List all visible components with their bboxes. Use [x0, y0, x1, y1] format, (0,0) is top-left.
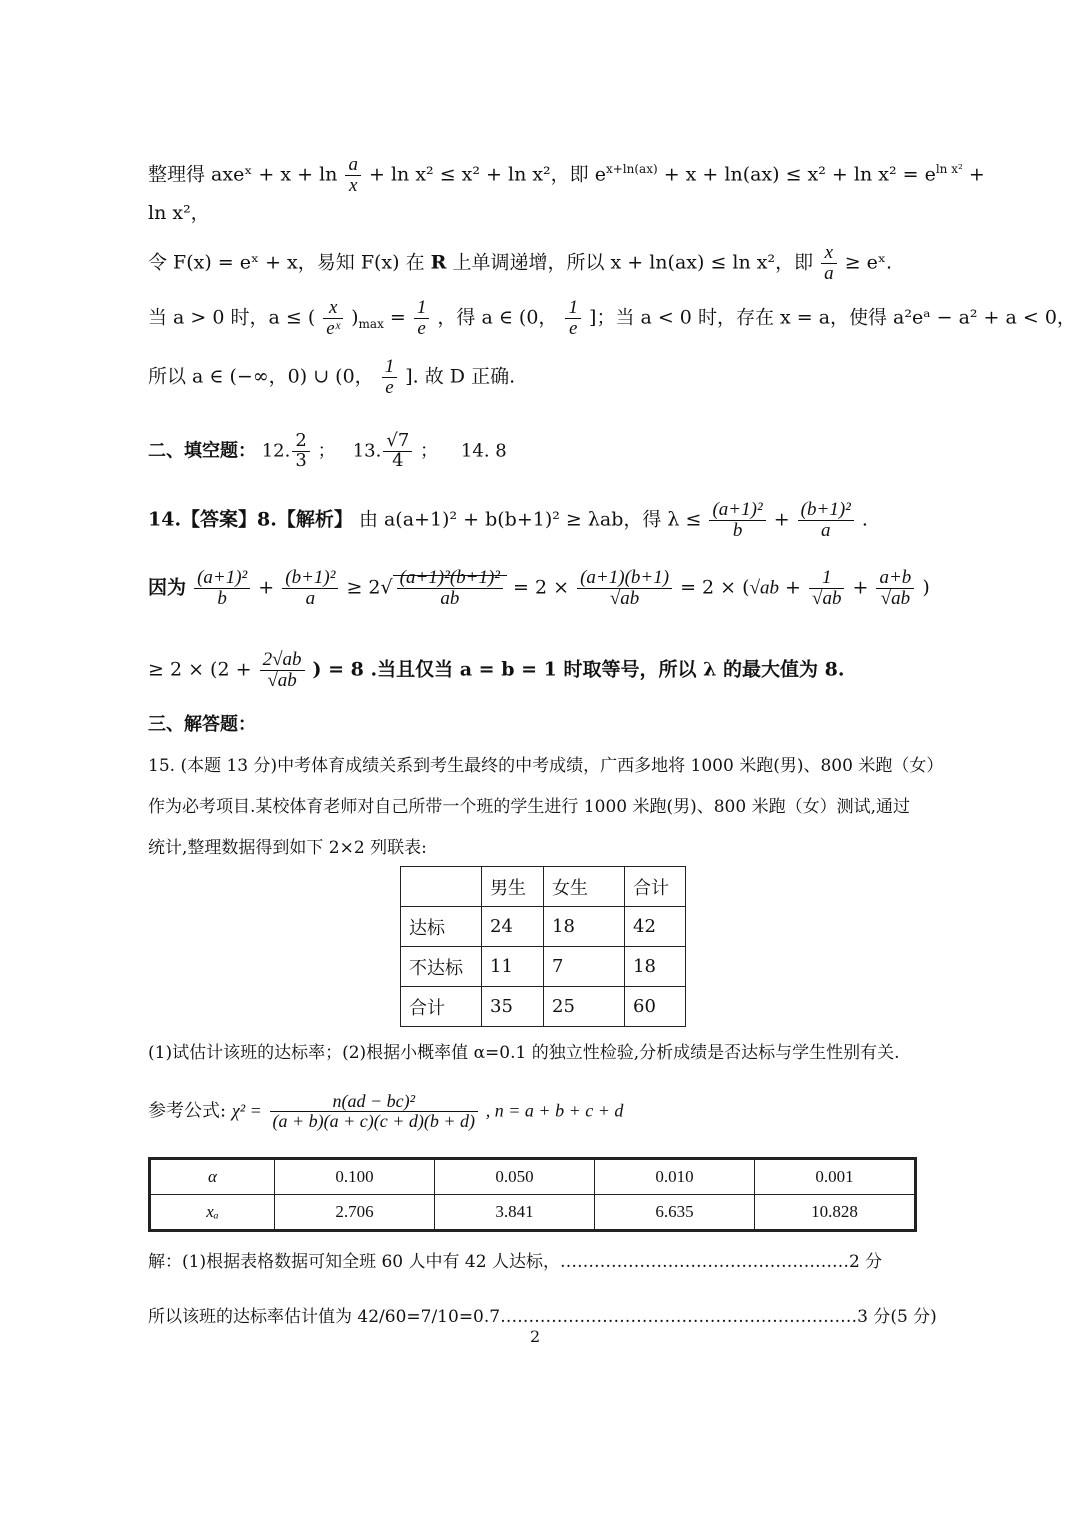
- fraction: $\frac{\text{(a+1)²(b+1)²}}{ab}$: [397, 568, 503, 609]
- page-number: 2: [530, 1327, 541, 1346]
- fraction: $\frac{\text{(a+1)²}}{b}$: [194, 568, 250, 609]
- table-header-row: 男生 女生 合计: [401, 867, 686, 907]
- q14-line-1: 14.【答案】8.【解析】 由 a(a+1)² + b(b+1)² ≥ λab，得 λ ≤ $\frac{\text{(a+1)²}}{b}$ + $\frac{\text{(b+1)²}}{a}$ .: [148, 499, 868, 541]
- section-heading: 三、解答题：: [148, 714, 256, 735]
- fraction: $\frac{(a+1)(b+1)}{√ab}$: [577, 568, 672, 609]
- fraction: $\frac{\text{(a+1)²}}{b}$: [709, 500, 765, 541]
- solution-step-1: 解：(1)根据表格数据可知全班 60 人中有 42 人达标，……………………………………………2 分: [148, 1252, 883, 1272]
- answer-12-fraction: $\frac{2}{3}$: [292, 432, 309, 471]
- q15-line-3: 统计,整理数据得到如下 2×2 列联表:: [148, 838, 427, 858]
- fraction-x-over-ex: $\frac{x}{\text{eˣ}}$: [323, 298, 343, 339]
- table-row: 不达标 11 7 18: [401, 947, 686, 987]
- q15-task: (1)试估计该班的达标率；(2)根据小概率值 α=0.1 的独立性检验,分析成绩是否达标与学生性别有关.: [148, 1043, 900, 1063]
- table-row: 合计 35 25 60: [401, 987, 686, 1027]
- fraction: $\frac{a+b}{√ab}$: [876, 568, 914, 609]
- q14-line-2: 因为 $\frac{\text{(a+1)²}}{b}$ + $\frac{\text{(b+1)²}}{a}$ ≥ 2√ $\frac{\text{(a+1)²(b+1)²}}{ab}$ = 2 × $\frac{(a+1)(b+1)}{√ab}$ = 2 × (√ab + $\frac{1}{√ab}$ + $\frac{a+b}{√ab}$ ): [148, 567, 930, 609]
- solution-line-4: 当 a > 0 时，a ≤ ( $\frac{x}{\text{eˣ}}$ )$_{max}$ = $\frac{1}{e}$ ，得 a ∈ (0， $\frac{1}{e}$ ]；当 a < 0 时，存在 x = a，使得 a²eᵃ − a² + a < 0，: [148, 297, 1076, 339]
- fraction: $\frac{\text{(b+1)²}}{a}$: [798, 500, 854, 541]
- fraction-1-over-e: $\frac{1}{e}$: [414, 298, 430, 339]
- solution-line-1: 整理得 axeˣ + x + ln $\frac{a}{x}$ + ln x² ≤ x² + ln x²，即 $e^{x+ln(ax)} + x + \ln(ax) \le x^2 + \ln x^2 = e^{ln x^2}$ +: [148, 154, 985, 196]
- fraction: $\frac{2√ab}{√ab}$: [260, 650, 305, 691]
- solution-line-5: 所以 a ∈ (−∞，0) ∪ (0， $\frac{1}{e}$ ]. 故 D 正确.: [148, 356, 516, 398]
- solution-step-2: 所以该班的达标率估计值为 42/60=7/10=0.7………………………………………………………3 分(5 分): [148, 1307, 937, 1327]
- fraction-a-over-x: $\frac{a}{x}$: [345, 155, 361, 196]
- q15-line-1: 15. (本题 13 分)中考体育成绩关系到考生最终的中考成绩，广西多地将 1000 米跑(男)、800 米跑（女）: [148, 756, 944, 776]
- fraction-x-over-a: $\frac{x}{a}$: [821, 243, 837, 284]
- table-row: xₐ 2.706 3.841 6.635 10.828: [150, 1195, 916, 1231]
- section-heading: 二、填空题：: [148, 440, 256, 462]
- fraction-1-over-e: $\frac{1}{e}$: [382, 357, 398, 398]
- chi-square-fraction: $\frac{\text{n(ad − bc)²}}{(a + b)(a + c)(c + d)(b + d)}$: [270, 1092, 479, 1131]
- sqrt-radicand: [393, 567, 507, 609]
- answer-13-fraction: $\frac{√7}{4}$: [383, 432, 412, 471]
- solution-line-3: 令 F(x) = eˣ + x，易知 F(x) 在 R 上单调递增，所以 x + ln(ax) ≤ ln x²，即 $\frac{x}{a}$ ≥ eˣ.: [148, 242, 892, 284]
- table-row: 达标 24 18 42: [401, 907, 686, 947]
- solution-line-2: ln x²，: [148, 202, 210, 224]
- sqrt-sign: √: [380, 576, 393, 599]
- fraction: $\frac{\text{(b+1)²}}{a}$: [282, 568, 338, 609]
- q15-line-2: 作为必考项目.某校体育老师对自己所带一个班的学生进行 1000 米跑(男)、800 米跑（女）测试,通过: [148, 797, 910, 817]
- contingency-table: [400, 866, 686, 1027]
- q14-line-3: ≥ 2 × (2 + $\frac{2√ab}{√ab}$ ) = 8 .当且仅当 a = b = 1 时取等号，所以 λ 的最大值为 8.: [148, 649, 845, 691]
- fill-blank-answers: 二、填空题： 12. $\frac{2}{3}$ ； 13. $\frac{√7}{4}$ ； 14. 8: [148, 430, 507, 471]
- fraction-1-over-e: $\frac{1}{e}$: [565, 298, 581, 339]
- critical-value-table: [148, 1157, 917, 1232]
- table-row: α 0.100 0.050 0.010 0.001: [150, 1159, 916, 1195]
- reference-formula: 参考公式: χ² = $\frac{\text{n(ad − bc)²}}{(a + b)(a + c)(c + d)(b + d)}$ , n = a + b + c + d: [148, 1091, 624, 1131]
- fraction: $\frac{1}{√ab}$: [809, 568, 844, 609]
